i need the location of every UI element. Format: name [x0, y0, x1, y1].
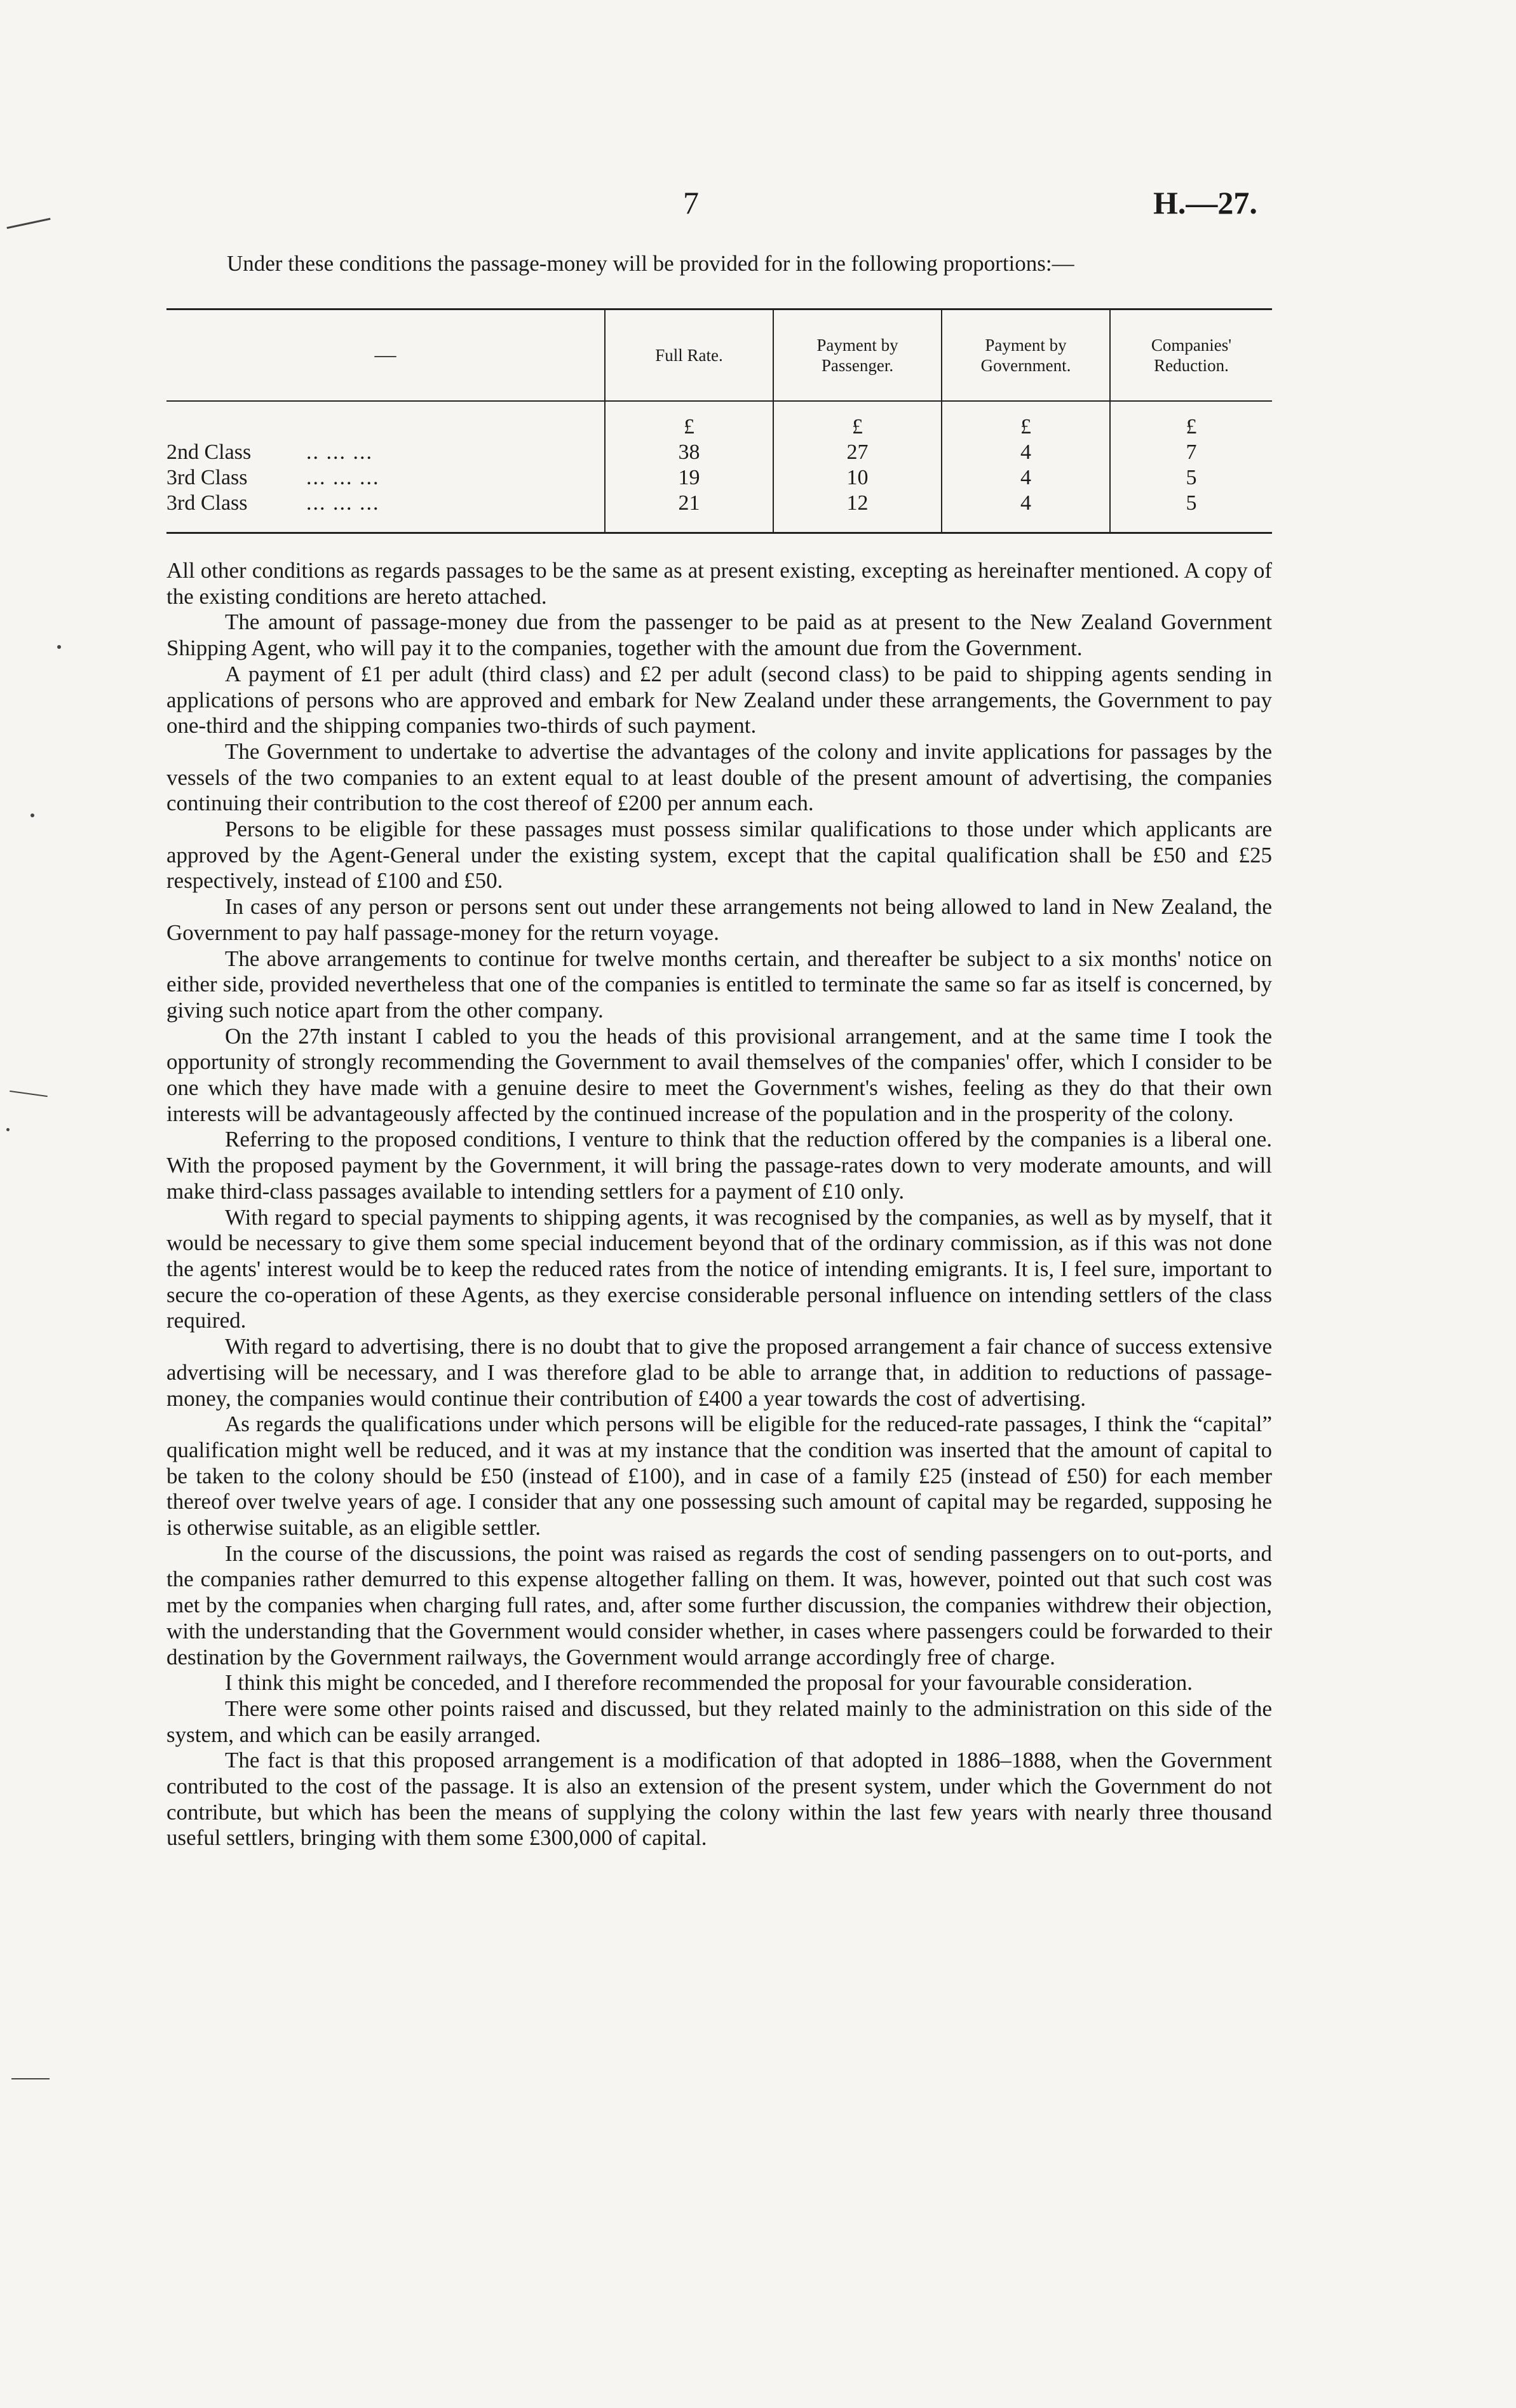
paragraph: I think this might be conceded, and I therefore recommended the proposal for your favourable consideration. — [225, 1670, 1193, 1696]
table-cell: 21 — [605, 491, 773, 533]
document-code: H.—27. — [1153, 185, 1257, 221]
row-label: 3rd Class — [166, 466, 248, 489]
page-number: 7 — [683, 185, 699, 221]
table-row — [166, 491, 1272, 533]
scan-margin-mark — [11, 2078, 50, 2079]
paragraph: As regards the qualifications under which persons will be eligible for the reduced-rate passages, I think the “capital” qualification might well be reduced, and it was at my instance that the condition was inserted that the amount of capital to be taken to the colony should be £50 (instead of £100), and in case of a family £25 (instead of £50) for each member thereof over twelve years of age. I consider that any one possessing such amount of capital may be regarded, supposing he is otherwise suitable, as an eligible settler. — [166, 1411, 1272, 1541]
table-cell: 5 — [1110, 491, 1272, 533]
table-cell: 4 — [942, 491, 1110, 533]
paragraph: The Government to undertake to advertise the advantages of the colony and invite applications for passages by the vessels of the two companies to an extent equal to at least double of the present amount of advertising, the companies continuing their contribution to the cost thereof of £200 per annum each. — [166, 738, 1272, 816]
scan-margin-mark — [30, 813, 34, 817]
scan-margin-mark — [57, 645, 61, 649]
paragraph: Referring to the proposed conditions, I venture to think that the reduction offered by the companies is a liberal one. With the proposed payment by the Government, it will bring the passage-rates down to very moderate amounts, and will make third-class passages available to intending settlers for a payment of £10 only. — [166, 1127, 1272, 1204]
proportions-table — [166, 308, 1272, 534]
paragraph: The fact is that this proposed arrangement is a modification of that adopted in 1886–1888, when the Government contributed to the cost of the passage. It is also an extension of the present system, under which the Government do not contribute, but which has been the means of supplying the colony within the last few years with nearly three thousand useful settlers, bringing with them some £300,000 of capital. — [166, 1748, 1272, 1851]
paragraph: With regard to advertising, there is no doubt that to give the proposed arrangement a fair chance of success extensive advertising will be necessary, and I was therefore glad to be able to arrange that, in addition to reductions of passage-money, the companies would continue their contribution of £400 a year towards the cost of advertising. — [166, 1334, 1272, 1411]
table-cell: 7 — [1110, 440, 1272, 465]
paragraph: There were some other points raised and discussed, but they related mainly to the administration on this side of the system, and which can be easily arranged. — [166, 1696, 1272, 1747]
unit-cell: £ — [942, 401, 1110, 440]
paragraph: The amount of passage-money due from the passenger to be paid as at present to the New Zealand Government Shipping Agent, who will pay it to the companies, together with the amount due from the Government. — [166, 609, 1272, 661]
paragraph: In cases of any person or persons sent out under these arrangements not being allowed to land in New Zealand, the Government to pay half passage-money for the return voyage. — [166, 894, 1272, 945]
column-header: Payment by Passenger. — [773, 310, 942, 402]
dot-leaders: ... ... ... — [306, 491, 380, 515]
table-cell: 12 — [773, 491, 942, 533]
column-header: Companies' Reduction. — [1110, 310, 1272, 402]
paragraph: Persons to be eligible for these passages must possess similar qualifications to those under which applicants are approved by the Agent-General under the existing system, except that the capital qualification shall be £50 and £25 respectively, instead of £100 and £50. — [166, 817, 1272, 894]
table-cell: 19 — [605, 465, 773, 491]
intro-paragraph: Under these conditions the passage-money will be provided for in the following proportions:— — [227, 251, 1074, 276]
table-cell: 10 — [773, 465, 942, 491]
table-cell: 5 — [1110, 465, 1272, 491]
column-header: Payment by Government. — [942, 310, 1110, 402]
page-header — [0, 184, 1516, 229]
column-header: Full Rate. — [605, 310, 773, 402]
scan-margin-mark — [10, 1091, 48, 1097]
scan-margin-mark — [6, 1128, 10, 1131]
paragraph: With regard to special payments to shipping agents, it was recognised by the companies, as well as by myself, that it would be necessary to give them some special inducement beyond that of the ordinary commission, as if this was not done the agents' interest would be to keep the reduced rates from the notice of intending emigrants. It is, I feel sure, important to secure the co-operation of these Agents, as they exercise considerable personal influence on intending settlers of the class required. — [166, 1204, 1272, 1333]
table-cell: 27 — [773, 440, 942, 465]
row-label: 2nd Class — [166, 440, 252, 464]
stub-header: — — [166, 310, 605, 402]
table-cell: 4 — [942, 440, 1110, 465]
table-row — [166, 465, 1272, 491]
unit-cell: £ — [605, 401, 773, 440]
unit-row — [166, 401, 1272, 440]
unit-cell: £ — [773, 401, 942, 440]
dot-leaders: ... ... ... — [306, 466, 380, 489]
unit-cell: £ — [1110, 401, 1272, 440]
paragraph: In the course of the discussions, the point was raised as regards the cost of sending passengers on to out-ports, and the companies rather demurred to this expense altogether falling on them. It was, however, pointed out that such cost was met by the companies when charging full rates, and, after some further discussion, the companies withdrew their objection, with the understanding that the Government would consider whether, in cases where passengers could be forwarded to their destination by the Government railways, the Government would arrange accordingly free of charge. — [166, 1541, 1272, 1670]
paragraph: All other conditions as regards passages to be the same as at present existing, excepting as hereinafter mentioned. A copy of the existing conditions are hereto attached. — [166, 558, 1272, 609]
dot-leaders: .. ... ... — [306, 440, 373, 464]
row-label: 3rd Class — [166, 491, 248, 515]
table-cell: 38 — [605, 440, 773, 465]
table-header-row — [166, 310, 1272, 402]
paragraph: A payment of £1 per adult (third class) and £2 per adult (second class) to be paid to shipping agents sending in applications of persons who are approved and embark for New Zealand under these arrangements, the Government to pay one-third and the shipping companies two-thirds of such payment. — [166, 661, 1272, 738]
paragraph: The above arrangements to continue for twelve months certain, and thereafter be subject to a six months' notice on either side, provided nevertheless that one of the companies is entitled to terminate the same so far as itself is concerned, by giving such notice apart from the other company. — [166, 946, 1272, 1023]
table-row — [166, 440, 1272, 465]
body-text — [166, 558, 1272, 1851]
table-cell: 4 — [942, 465, 1110, 491]
paragraph: On the 27th instant I cabled to you the heads of this provisional arrangement, and at the same time I took the opportunity of strongly recommending the Government to avail themselves of the companies' offer, which I consider to be one which they have made with a genuine desire to meet the Government's wishes, feeling as they do that their own interests will be advantageously affected by the continued increase of the population and in the prosperity of the colony. — [166, 1023, 1272, 1126]
